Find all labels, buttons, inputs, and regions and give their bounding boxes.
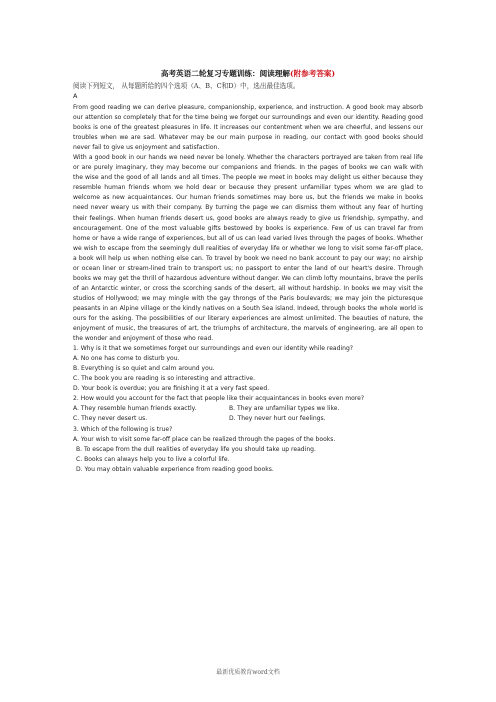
question-stem: 2. How would you account for the fact that people like their acquaintances in books even more? [73,395,365,403]
question-option: D. You may obtain valuable experience from reading good books. [76,465,274,473]
question-option: C. They never desert us. [73,415,148,423]
question-option: D. They never hurt our feelings. [229,415,326,423]
title-answer-note: (附参考答案) [289,69,336,78]
question-option-row [73,414,423,424]
question-option: B. They are unfamiliar types we like. [229,405,340,413]
title-main: 高考英语二轮复习专题训练：阅读理解 [160,69,290,78]
passage-body [73,103,423,475]
page-footer: 最新优质教育word文档 [216,669,280,676]
question-option: B. Everything is so quiet and calm around you. [73,365,215,373]
question-option: A. No one has come to disturb you. [73,355,180,363]
document-title [0,68,496,79]
question-stem: 3. Which of the following is true? [73,425,173,433]
passage-paragraph: From good reading we can derive pleasure, companionship, experience, and instruction. A good book may absorb our attention so completely that for the time being we forget our surroundings and even our identity. Reading good books is one of the greatest pleasures in life. It increases our contentment when we are cheerful, and lessens our troubles when we are sad. Whatever may be our main purpose in reading, our contact with good books should never fail to give us enjoyment and satisfaction. [73,104,423,152]
question-option: D. Your book is overdue; you are finishing it at a very fast speed. [73,385,270,393]
question-option: C. Books can always help you to live a colorful life. [76,455,230,463]
section-label: A [73,92,78,100]
question-option: A. Your wish to visit some far-off place can be realized through the pages of the books. [73,435,336,443]
question-stem: 1. Why is it that we sometimes forget our surroundings and even our identity while reading? [73,345,354,353]
question-option: C. The book you are reading is so interesting and attractive. [73,375,256,383]
question-option-row [73,404,423,414]
instruction-text: 阅读下列短文， 从每题所给的四个选项（A、B、C和D）中，选出最佳选项。 [73,82,300,90]
question-option: A. They resemble human friends exactly. [73,405,197,413]
passage-paragraph: With a good book in our hands we need never be lonely. Whether the characters portrayed are taken from real life or are purely imaginary, they may become our companions and friends. In the pages of books we can walk with the wise and the good of all lands and all times. The people we meet in books may delight us either because they resemble human friends whom we hold dear or because they present unfamiliar types whom we are glad to welcome as new acquaintances. Our human friends sometimes may bore us, but the friends we make in books need never weary us with their company. By turning the page we can dismiss them without any fear of hurting their feelings. When human friends desert us, good books are always ready to give us friendship, sympathy, and encouragement. One of the most valuable gifts bestowed by books is experience. Few of us can travel far from home or have a wide range of experiences, but all of us can lead varied lives through the pages of books. Whether we wish to escape from the seemingly dull realities of everyday life or whether we long to visit some far-off place, a book will help us when nothing else can. To travel by book we need no bank account to pay our way; no airship or ocean liner or stream-lined train to transport us; no passport to enter the land of our heart's desire. Through books we may get the thrill of hazardous adventure without danger. We can climb lofty mountains, brave the perils of an Antarctic winter, or cross the scorching sands of the desert, all without hardship. In books we may visit the studios of Hollywood; we may mingle with the gay throngs of the Paris boulevards; we may join the picturesque peasants in an Alpine village or the kindly natives on a South Sea island. Indeed, through books the whole world is ours for the asking. The possibilities of our literary experiences are almost unlimited. The beauties of nature, the enjoyment of music, the treasures of art, the triumphs of architecture, the marvels of engineering, are all open to the wonder and enjoyment of those who read. [73,154,423,343]
question-option: B. To escape from the dull realities of everyday life you should take up reading. [76,445,316,453]
